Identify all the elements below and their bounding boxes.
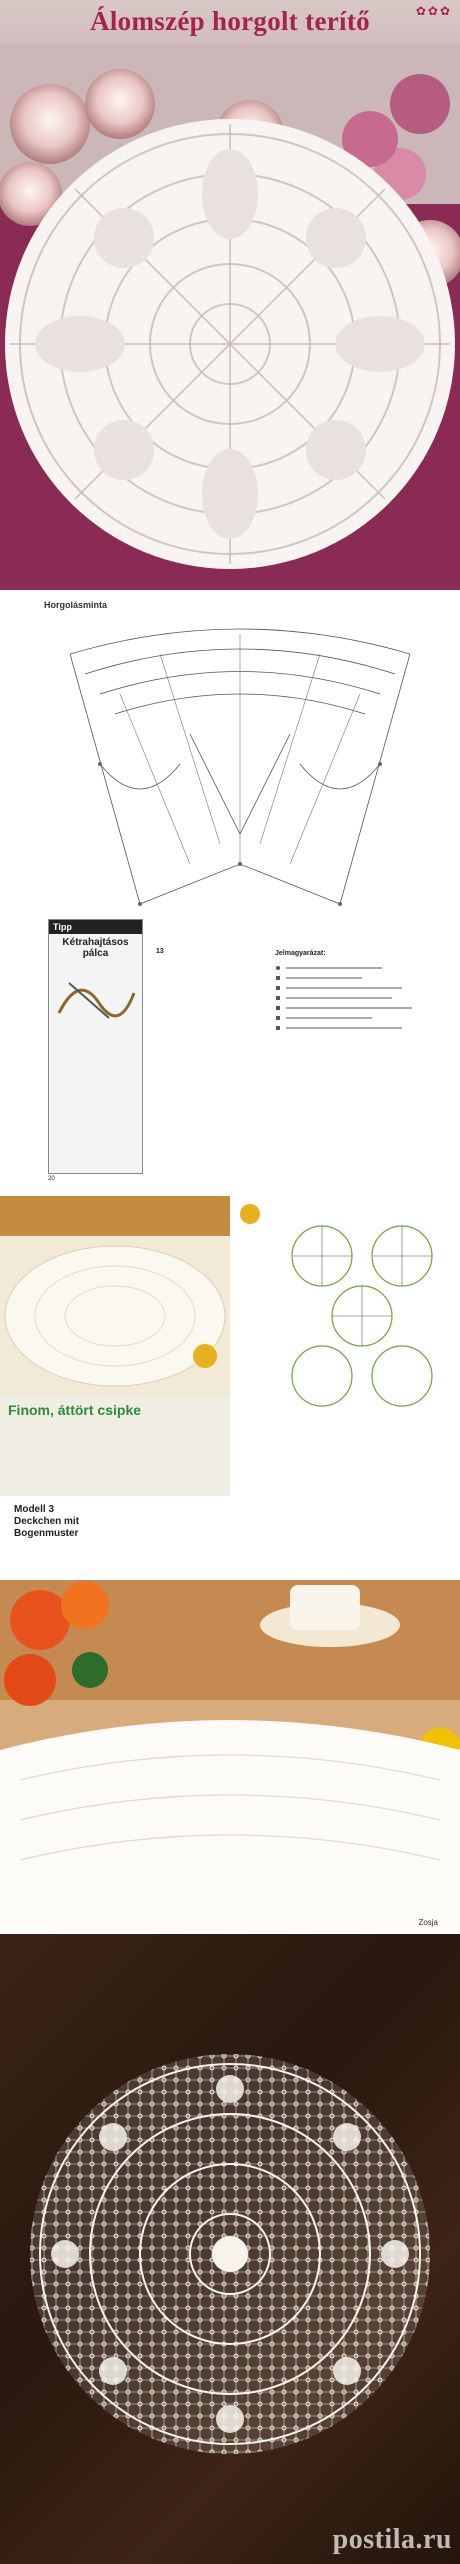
tipp-box xyxy=(48,919,143,1174)
tipp-subtitle: Kétrahajtásos pálca xyxy=(62,937,129,959)
zosja-label: Zosja xyxy=(418,1918,438,1927)
modell-title: Modell 3 xyxy=(14,1504,55,1515)
chart-title: Horgolásminta xyxy=(44,600,108,610)
panel-magazine-spread xyxy=(0,1196,460,1496)
doily-photo xyxy=(0,1580,460,1930)
pattern-number: 13 xyxy=(156,948,164,955)
panel-crochet-chart xyxy=(0,594,460,1194)
spread-right-page xyxy=(232,1196,460,1496)
doily-photo xyxy=(0,44,460,590)
legend-symbols xyxy=(272,962,422,1092)
doily-shape xyxy=(5,119,455,569)
panel-doily-on-wood xyxy=(0,1934,460,2564)
doily-shape xyxy=(0,1720,460,1930)
panel-doily-photo-1 xyxy=(0,0,460,590)
legend-title: Jelmagyarázat: xyxy=(275,950,326,957)
modell-subtitle: Deckchen mit Bogenmuster xyxy=(14,1516,80,1539)
spread-left-page xyxy=(0,1196,230,1496)
stitch-illustration xyxy=(49,963,142,1033)
flower-ornament-icon: ✿✿✿ xyxy=(415,4,452,18)
doily-photo xyxy=(0,1196,230,1396)
tipp-heading: Tipp xyxy=(49,920,142,934)
page-title: Álomszép horgolt terítő xyxy=(90,6,370,36)
panel-modell-3 xyxy=(0,1498,460,1930)
headline: Finom, áttört csipke xyxy=(8,1402,142,1418)
crochet-diagram xyxy=(40,614,440,914)
watermark: postila.ru xyxy=(332,2524,452,2555)
page-number: 20 xyxy=(48,1176,55,1182)
round-doily-photo xyxy=(0,1934,460,2564)
green-crochet-diagram xyxy=(232,1196,460,1426)
